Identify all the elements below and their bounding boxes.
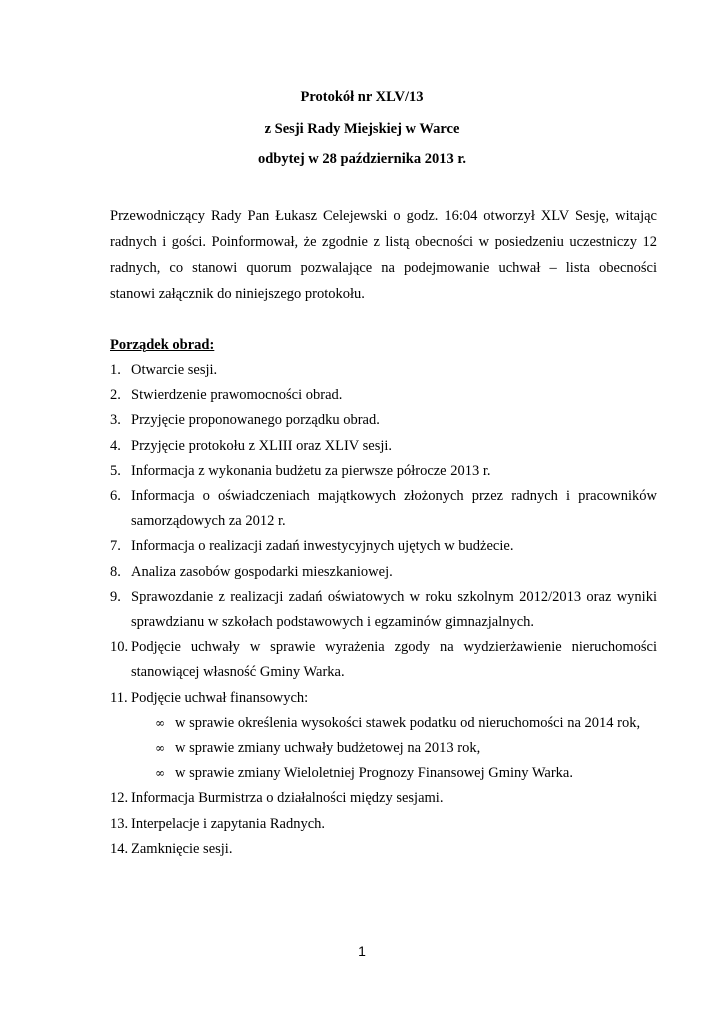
agenda-item-text: Przyjęcie proponowanego porządku obrad.	[131, 412, 380, 429]
agenda-item-text: Informacja z wykonania budżetu za pierwsze półrocze 2013 r.	[131, 462, 491, 479]
agenda-item	[110, 459, 657, 484]
agenda-sub-item-text: w sprawie określenia wysokości stawek podatku od nieruchomości na 2014 rok,	[175, 714, 641, 731]
agenda-item	[110, 358, 657, 383]
agenda-item	[110, 837, 657, 862]
agenda-item	[110, 434, 657, 459]
agenda-item-text: Zamknięcie sesji.	[131, 840, 233, 857]
agenda-item-number: 14.	[110, 840, 129, 857]
agenda-item	[110, 786, 657, 811]
agenda-item-text: Podjęcie uchwał finansowych:	[131, 689, 309, 706]
infinity-bullet-icon: ∞	[155, 715, 165, 730]
agenda-item-text-continued: stanowiącej własność Gminy Warka.	[131, 664, 345, 681]
agenda-item-text-continued: sprawdzianu w szkołach podstawowych i egzaminów gimnazjalnych.	[131, 614, 535, 631]
agenda-item-number: 2.	[110, 387, 121, 404]
intro-line: radnych i gości. Poinformował, że zgodnie z listą obecności w posiedzeniu uczestniczy 12	[110, 234, 657, 250]
intro-paragraph	[110, 203, 657, 307]
infinity-bullet-icon: ∞	[155, 741, 165, 756]
agenda-item-text: Otwarcie sesji.	[131, 362, 218, 378]
agenda-item	[110, 585, 657, 635]
agenda-heading: Porządek obrad:	[110, 337, 215, 353]
agenda-sub-item-text: w sprawie zmiany uchwały budżetowej na 2013 rok,	[175, 740, 481, 757]
agenda-item-number: 4.	[110, 437, 121, 454]
agenda-item-text: Interpelacje i zapytania Radnych.	[131, 815, 326, 832]
agenda-item-text: Sprawozdanie z realizacji zadań oświatowych w roku szkolnym 2012/2013 oraz wyniki	[131, 588, 657, 605]
agenda-item-text: Informacja o oświadczeniach majątkowych złożonych przez radnych i pracowników	[131, 488, 657, 505]
document-subtitle: z Sesji Rady Miejskiej w Warce	[264, 121, 460, 137]
agenda-item	[110, 560, 657, 585]
agenda-item-number: 6.	[110, 488, 121, 505]
agenda-sub-item-text: w sprawie zmiany Wieloletniej Prognozy Finansowej Gminy Warka.	[175, 765, 573, 782]
agenda-item-text: Informacja o realizacji zadań inwestycyjnych ujętych w budżecie.	[131, 538, 514, 555]
page-number: 1	[358, 943, 366, 959]
agenda-item-text: Stwierdzenie prawomocności obrad.	[131, 387, 343, 404]
intro-line: radnych, co stanowi quorum pozwalające na podejmowanie uchwał – lista obecności	[110, 260, 657, 276]
agenda-sub-item	[131, 736, 657, 761]
agenda-item	[110, 534, 657, 559]
agenda-item-number: 10.	[110, 639, 129, 656]
agenda-item-text: Analiza zasobów gospodarki mieszkaniowej.	[131, 563, 393, 580]
intro-line: stanowi załącznik do niniejszego protokołu.	[110, 286, 365, 302]
agenda-item-text-continued: samorządowych za 2012 r.	[131, 513, 286, 530]
agenda-item-number: 13.	[110, 815, 129, 832]
agenda-item-number: 8.	[110, 563, 121, 580]
agenda-item-number: 3.	[110, 412, 121, 429]
agenda-item-number: 12.	[110, 790, 129, 807]
agenda-item	[110, 635, 657, 685]
agenda-item-number: 11.	[110, 689, 128, 706]
agenda-item-number: 7.	[110, 538, 121, 555]
agenda-item	[110, 484, 657, 534]
agenda-list	[110, 358, 657, 862]
agenda-item-number: 9.	[110, 588, 121, 605]
document-title: Protokół nr XLV/13	[300, 89, 424, 105]
agenda-item-text: Przyjęcie protokołu z XLIII oraz XLIV sesji.	[131, 437, 393, 454]
agenda-item	[110, 408, 657, 433]
agenda-item	[110, 686, 657, 787]
agenda-item-text: Podjęcie uchwały w sprawie wyrażenia zgody na wydzierżawienie nieruchomości	[131, 639, 657, 656]
agenda-sub-item	[131, 761, 657, 786]
agenda-item	[110, 812, 657, 837]
agenda-item-text: Informacja Burmistrza o działalności między sesjami.	[131, 790, 444, 807]
intro-line: Przewodniczący Rady Pan Łukasz Celejewski o godz. 16:04 otworzył XLV Sesję, witając	[110, 208, 657, 224]
agenda-sub-item	[131, 711, 657, 736]
agenda-item-number: 1.	[110, 362, 121, 378]
agenda-item-number: 5.	[110, 462, 121, 479]
infinity-bullet-icon: ∞	[155, 766, 165, 781]
agenda-sub-list	[131, 711, 657, 787]
agenda-item	[110, 383, 657, 408]
document-date-line: odbytej w 28 października 2013 r.	[257, 151, 467, 167]
